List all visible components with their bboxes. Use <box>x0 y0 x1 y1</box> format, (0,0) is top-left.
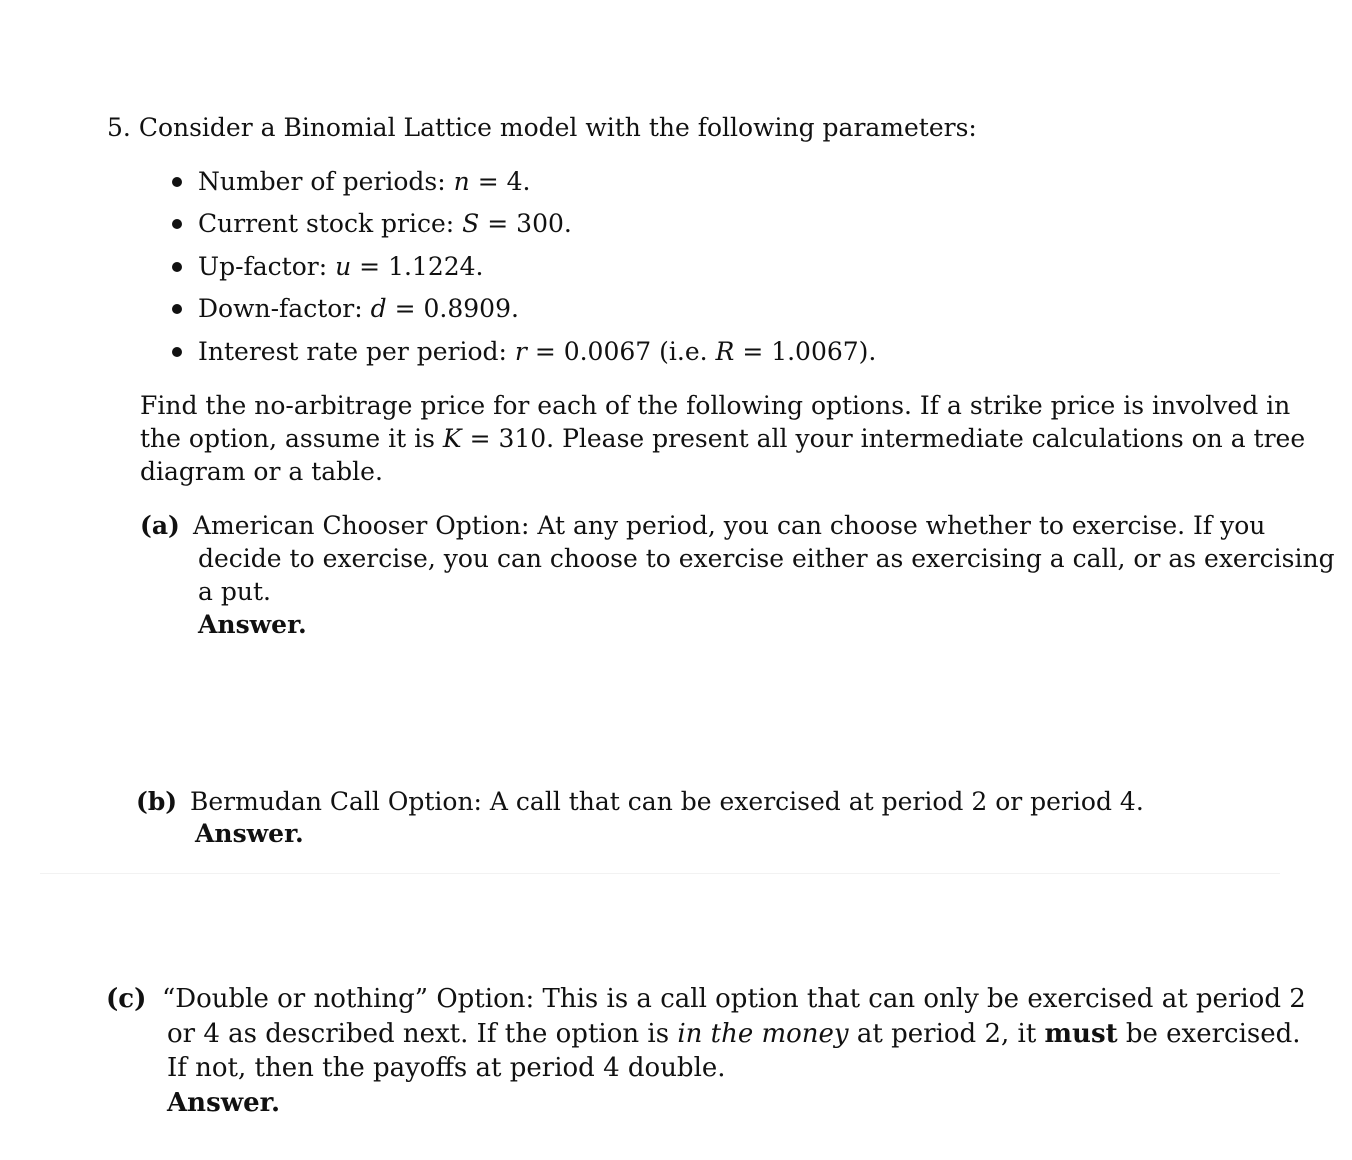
instructions-line: Find the no-arbitrage price for each of the following options. If a strike price is involved in <box>140 391 1291 420</box>
param-item: Number of periods: n = 4. <box>172 165 530 198</box>
part-c-answer: Answer. <box>167 1088 281 1118</box>
part-b-label: (b) <box>136 787 178 816</box>
part-a-label: (a) <box>140 511 180 540</box>
instructions-line: diagram or a table. <box>140 457 383 486</box>
part-c-text: or 4 as described next. If the option is in the money at period 2, it must be exercised. <box>167 1019 1301 1049</box>
part-b-answer: Answer. <box>195 819 304 848</box>
part-a-answer: Answer. <box>198 610 307 639</box>
part-a-text: American Chooser Option: At any period, you can choose whether to exercise. If you <box>193 511 1266 540</box>
instructions-line: the option, assume it is K = 310. Please present all your intermediate calculations on a tree <box>140 424 1306 453</box>
question-header <box>107 111 977 144</box>
part-c-label: (c) <box>106 984 147 1014</box>
bullet-icon <box>172 304 182 314</box>
page-divider <box>40 873 1280 874</box>
param-item: Interest rate per period: r = 0.0067 (i.e. R = 1.0067). <box>172 335 876 368</box>
part-a-text: a put. <box>198 577 271 606</box>
bullet-icon <box>172 219 182 229</box>
question-intro: Consider a Binomial Lattice model with the following parameters: <box>138 113 977 142</box>
bullet-icon <box>172 262 182 272</box>
param-item: Up-factor: u = 1.1224. <box>172 250 484 283</box>
param-item: Down-factor: d = 0.8909. <box>172 292 519 325</box>
part-c-text: If not, then the payoffs at period 4 double. <box>167 1053 726 1083</box>
question-number: 5. <box>107 113 131 142</box>
part-c-text: “Double or nothing” Option: This is a call option that can only be exercised at period 2 <box>162 984 1306 1014</box>
part-a-text: decide to exercise, you can choose to exercise either as exercising a call, or as exercising <box>198 544 1335 573</box>
bullet-icon <box>172 347 182 357</box>
bullet-icon <box>172 177 182 187</box>
param-item: Current stock price: S = 300. <box>172 207 572 240</box>
part-b-text: Bermudan Call Option: A call that can be exercised at period 2 or period 4. <box>190 787 1144 816</box>
